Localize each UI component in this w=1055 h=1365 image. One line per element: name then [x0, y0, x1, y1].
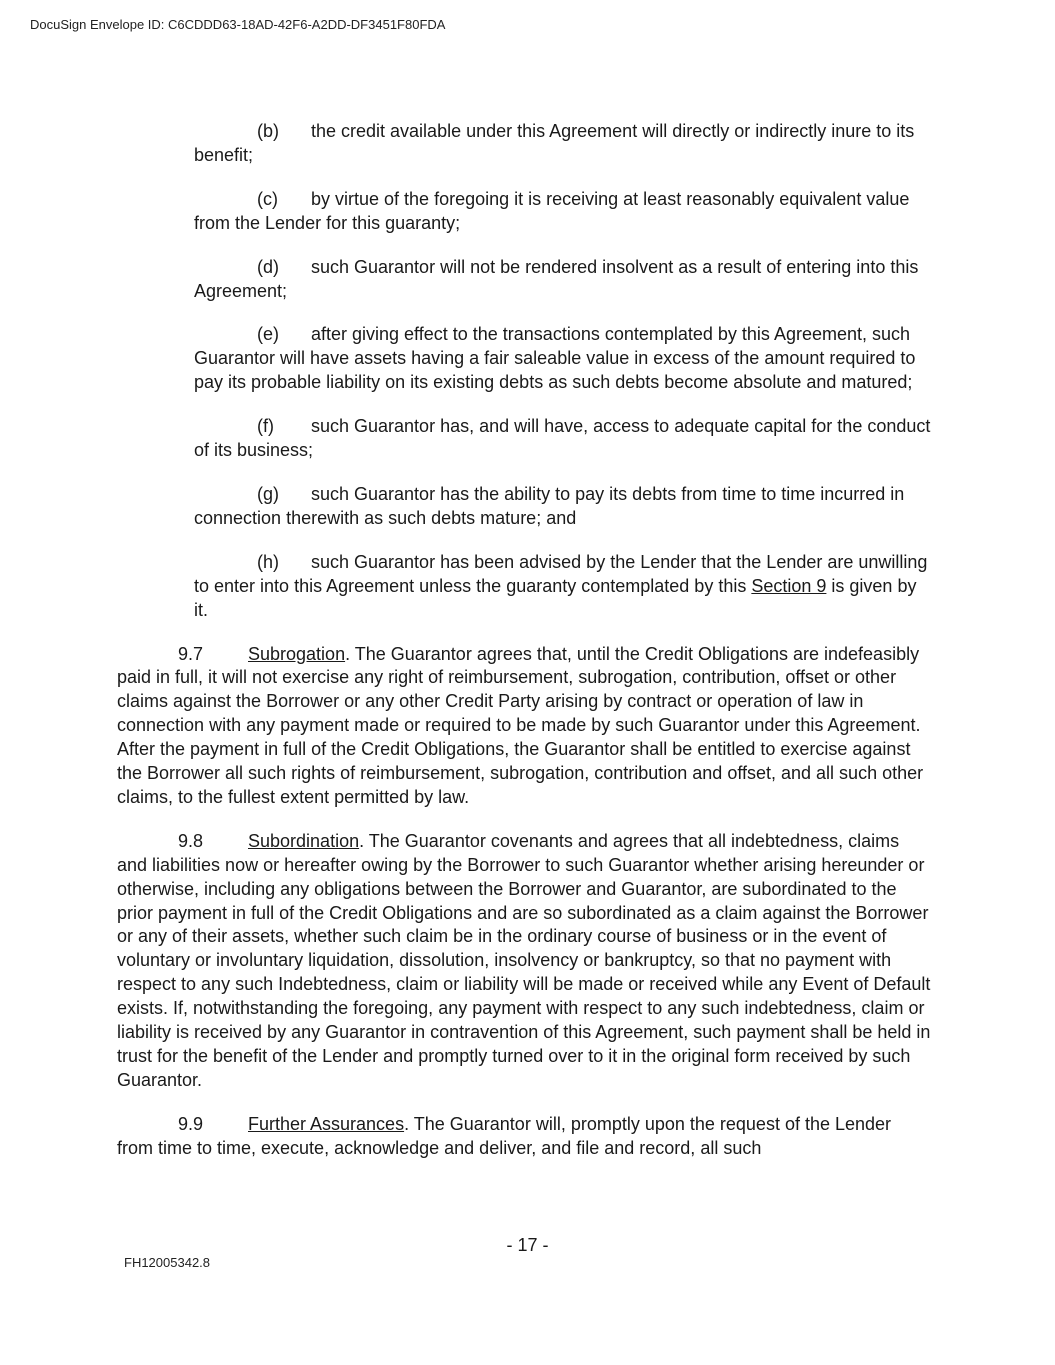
clause-text: such Guarantor has the ability to pay its debts from time to time incurred in connection therewith as such debts mature; and [194, 483, 905, 528]
section-heading: Further Assurances [248, 1113, 405, 1134]
clause-text: after giving effect to the transactions contemplated by this Agreement, such Guarantor will have assets having a fair saleable value in excess of the amount required to pay its probable liability on its existing debts as such debts become absolute and matured; [194, 324, 916, 393]
section-9-link[interactable]: Section 9 [751, 575, 827, 596]
clause-label: (b) [257, 121, 279, 141]
section-text: . The Guarantor will, promptly upon the request of the Lender from time to time, execute, acknowledge and deliver, and file and record, all such [117, 1113, 892, 1158]
clause-f [194, 415, 932, 463]
clause-text: such Guarantor has, and will have, access to adequate capital for the conduct of its business; [194, 416, 931, 461]
section-9-8 [117, 830, 932, 1093]
section-9-7 [117, 643, 932, 810]
section-heading: Subrogation [248, 643, 346, 664]
envelope-id: DocuSign Envelope ID: C6CDDD63-18AD-42F6-A2DD-DF3451F80FDA [30, 17, 446, 32]
document-body [117, 120, 932, 1181]
clause-text: such Guarantor has been advised by the Lender that the Lender are unwilling to enter into this Agreement unless the guaranty contemplated by this [194, 551, 928, 596]
clause-label: (d) [257, 256, 279, 277]
clause-label: (h) [257, 551, 279, 572]
section-number: 9.8 [178, 830, 204, 851]
clause-text: the credit available under this Agreement will directly or indirectly inure to its benefit; [194, 121, 915, 165]
clause-g [194, 483, 932, 531]
clause-d [194, 256, 932, 304]
clause-text: such Guarantor will not be rendered insolvent as a result of entering into this Agreement; [194, 256, 919, 301]
clause-label: (g) [257, 483, 279, 504]
section-heading: Subordination [248, 830, 360, 851]
section-number: 9.9 [178, 1113, 204, 1134]
clause-h [194, 551, 932, 623]
clause-c [194, 188, 932, 236]
clause-text: by virtue of the foregoing it is receiving at least reasonably equivalent value from the Lender for this guaranty; [194, 188, 910, 233]
clause-label: (e) [257, 324, 279, 345]
section-number: 9.7 [178, 643, 204, 664]
section-text: . The Guarantor agrees that, until the Credit Obligations are indefeasibly paid in full, it will not exercise any right of reimbursement, subrogation, contribution, offset or other claims against the Borrower or any other Credit Party arising by contract or operation of law in connection with any payment made or required to be made by such Guarantor under this Agreement. After the payment in full of the Credit Obligations, the Guarantor shall be entitled to exercise against the Borrower all such rights of reimbursement, subrogation, contribution and offset, and all such other claims, to the fullest extent permitted by law. [117, 643, 924, 807]
clause-b [194, 120, 932, 168]
section-text: . The Guarantor covenants and agrees that all indebtedness, claims and liabilities now or hereafter owing by the Borrower to such Guarantor whether arising hereunder or otherwise, including any obligations between the Borrower and Guarantor, are subordinated to the prior payment in full of the Credit Obligations and are so subordinated as a claim against the Borrower or any of their assets, whether such claim be in the ordinary course of business or in the event of voluntary or involuntary liquidation, dissolution, insolvency or bankruptcy, so that no payment with respect to any such Indebtedness, claim or liability will be made or received while any Event of Default exists. If, notwithstanding the foregoing, any payment with respect to any such indebtedness, claim or liability is received by any Guarantor in contravention of this Agreement, such payment shall be held in trust for the benefit of the Lender and promptly turned over to it in the original form received by such Guarantor. [117, 830, 931, 1090]
clause-e [194, 323, 932, 395]
clause-label: (f) [257, 416, 274, 437]
section-9-9 [117, 1113, 932, 1161]
page-number: - 17 - [506, 1235, 549, 1255]
footer-document-id: FH12005342.8 [124, 1255, 211, 1270]
clause-text-end: is given by it. [194, 575, 917, 620]
clause-label: (c) [257, 188, 278, 209]
